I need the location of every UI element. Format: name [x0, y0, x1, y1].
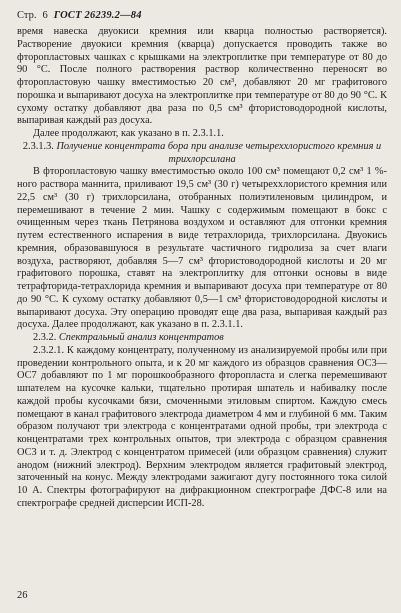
header-page-number: 6	[42, 10, 48, 21]
header-standard-code: ГОСТ 26239.2—84	[53, 10, 142, 21]
section-number: 2.3.2.	[33, 332, 57, 343]
paragraph-continuation: время навеска двуокиси кремния или кварца полностью растворяется). Растворение двуокиси кремния (кварца) допускается проводить также во фторопластовых чашках с крышками на электроплитке при температуре от 80 до 90 °С. После полного растворения раствор количественно переносят во фторопластовую чашку вместимостью 20 см³, добавляют 20 мг графитового порошка и выпаривают досуха на электроплитке при температуре от 80 до 90 °С. К сухому остатку добавляют два раза по 0,5 см³ фтористоводородной кислоты, выпаривая каждый раз досуха.	[17, 26, 387, 127]
section-title: Спектральный анализ концентратов	[58, 332, 224, 343]
section-heading-2-3-1-3	[17, 141, 387, 167]
section-number: 2.3.1.3.	[22, 140, 54, 152]
section-heading-2-3-2	[17, 332, 387, 345]
paragraph-boron-concentrate: В фторопластовую чашку вместимостью около 100 см³ помещают 0,2 см³ 1 %-ного раствора маннита, приливают 19,5 см³ (30 г) четыреххлористого кремния или 22,5 см³ (30 г) трихлорсилана, отобранных полиэтиленовым цилиндром, и перемешивают в течение 2 мин. Чашку с содержимым помещают в бокс с очищенным через ткань Петрянова воздухом и оставляют для отгонки кремния путем естественного испарения в виде тетрахлорида, трихлорсилана. Двуокись кремния, образовавшуюся в результате частичного гидролиза за счет влаги воздуха, растворяют, добавляя 5—7 см³ фтористоводородной кислоты и 20 мг графитового порошка, ставят на электроплитку для отгонки основы в виде тетрафторида-тетрахлорида кремния и выпаривают досуха при температуре от 80 до 90 °С. К сухому остатку добавляют 0,5—1 см³ фтористоводородной кислоты и выпаривают досуха. Эту операцию проводят еще два раза, выпаривая каждый раз досуха. Далее продолжают, как указано в п. 2.3.1.1.	[17, 166, 387, 331]
paragraph-continue-ref: Далее продолжают, как указано в п. 2.3.1.1.	[33, 128, 224, 139]
running-header	[17, 9, 387, 26]
section-title: Получение концентрата бора при анализе четыреххлористого кремния и трихлорсилана	[56, 140, 382, 165]
paragraph-spectral-analysis: 2.3.2.1. К каждому концентрату, полученному из анализируемой пробы или при проведении контрольного опыта, и к 20 мг каждого из образцов сравнения ОС3—ОС7 добавляют по 1 мг порошкообразного фторопласта и слегка перемешивают шпателем на кусочке кальки, тщательно протирая шпатель и набивалку после каждой пробы кусочками бязи, смоченными этиловым спиртом. Каждую смесь помещают в канал графитового электрода диаметром 4 мм и глубиной 6 мм. Таким образом получают три электрода с концентратами одной пробы, три электрода с концентратами трех контрольных опытов, три электрода с образцом сравнения ОС3 и т. д. Электрод с концентратом примесей (или образцом сравнения) служит анодом (нижний электрод). Верхним электродом является графитовый электрод, заточенный на конус. Между электродами зажигают дугу постоянного тока силой 10 А. Спектры фотографируют на дифракционном спектрографе ДФС-8 или на спектрографе средней дисперсии ИСП-28.	[17, 344, 387, 509]
footer-page-number: 26	[17, 590, 28, 601]
header-page-prefix: Стр.	[17, 10, 37, 21]
document-body	[17, 26, 387, 511]
